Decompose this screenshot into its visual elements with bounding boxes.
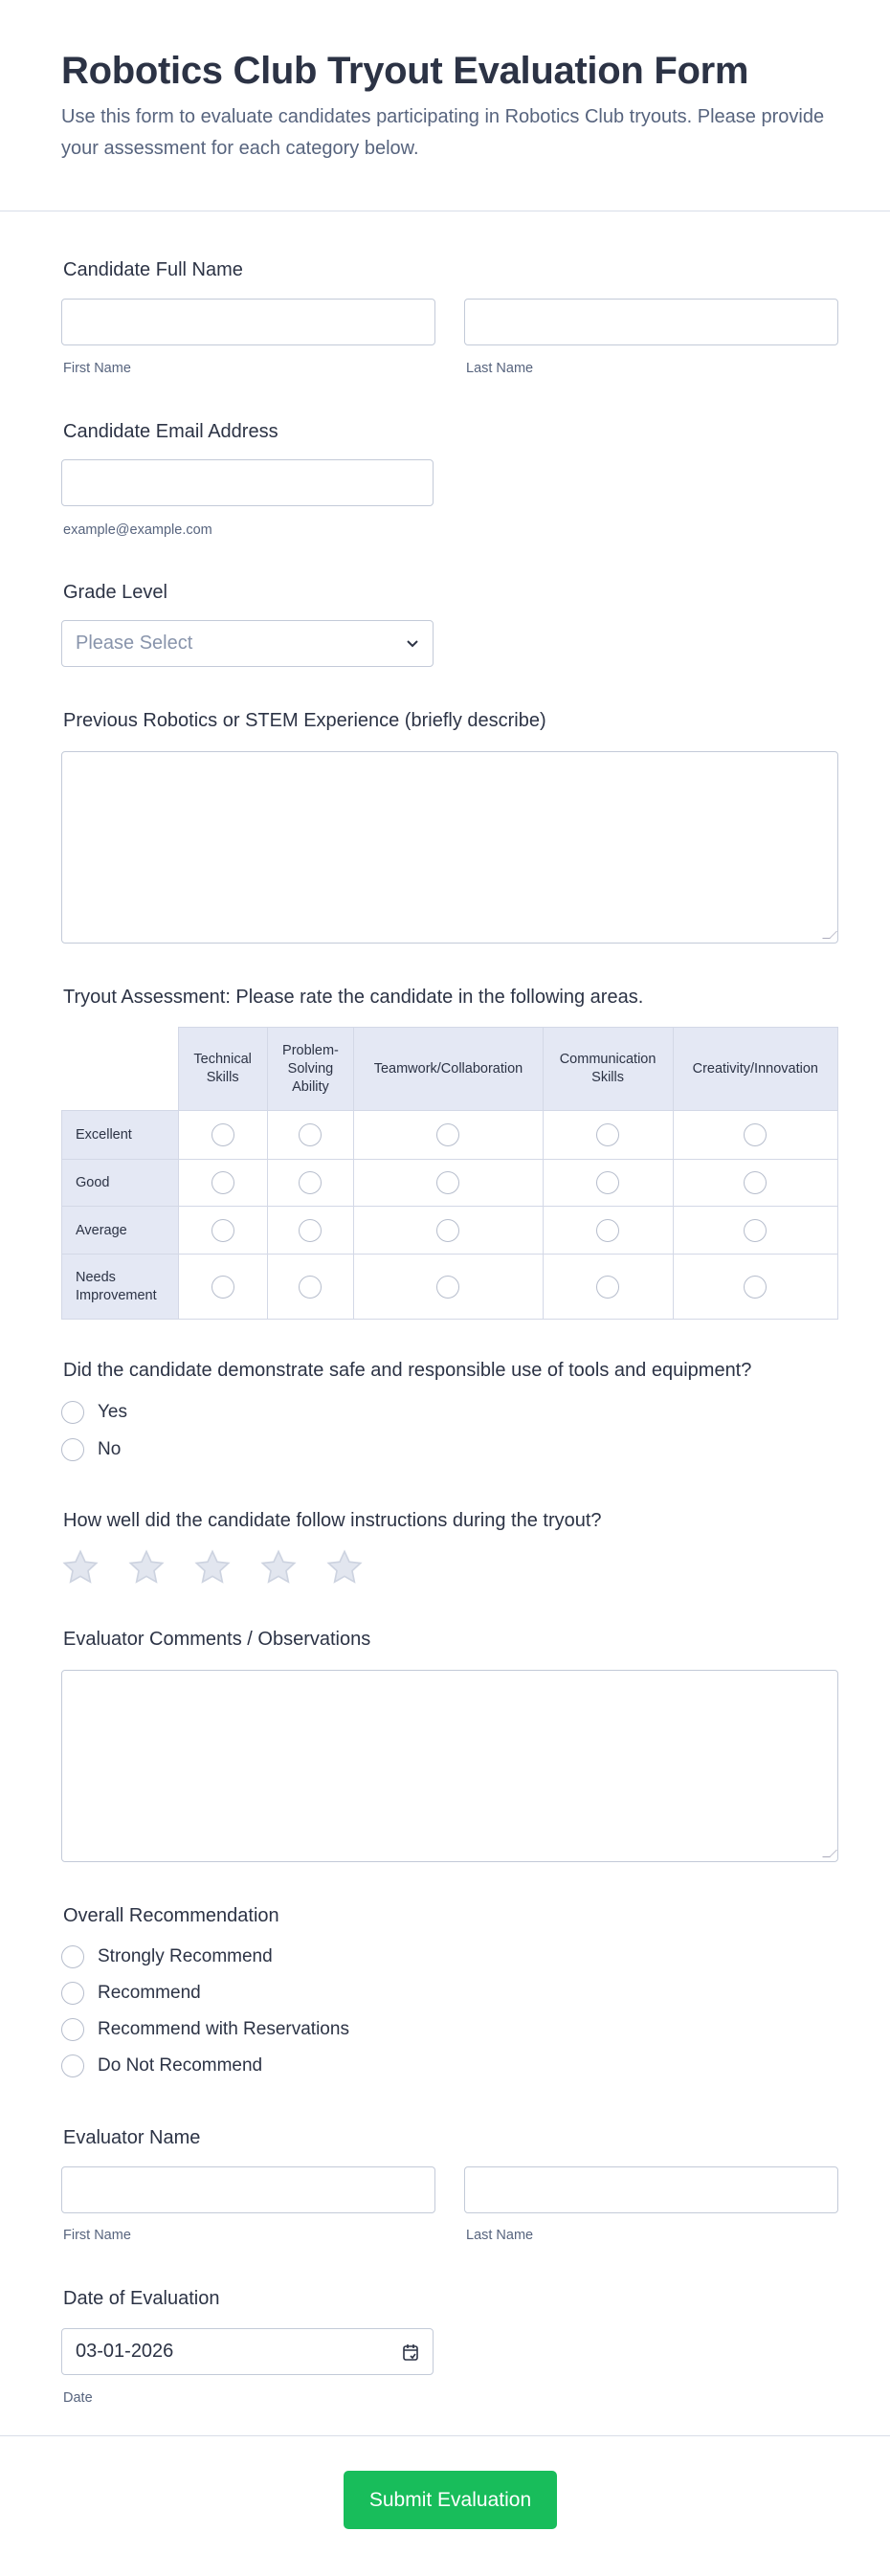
option-label: No: [98, 1439, 122, 1459]
radio-button[interactable]: [61, 2018, 84, 2041]
email-sublabel: example@example.com: [63, 522, 212, 538]
radio-button[interactable]: [61, 1945, 84, 1968]
page-description: Use this form to evaluate candidates participating in Robotics Club tryouts. Please provide your assessment for each category below.: [61, 106, 825, 159]
matrix-column-header: Creativity/Innovation: [673, 1028, 837, 1111]
safety-option-no[interactable]: [61, 1438, 121, 1461]
star-icon[interactable]: [127, 1548, 166, 1587]
safety-question-label: Did the candidate demonstrate safe and responsible use of tools and equipment?: [63, 1360, 752, 1381]
star-icon[interactable]: [193, 1548, 232, 1587]
matrix-radio[interactable]: [596, 1276, 619, 1299]
matrix-column-header: Technical Skills: [178, 1028, 267, 1111]
candidate-last-name-input[interactable]: [464, 299, 838, 345]
first-name-sublabel: First Name: [63, 2228, 131, 2243]
matrix-radio[interactable]: [744, 1171, 767, 1194]
divider: [0, 2435, 890, 2436]
matrix-radio[interactable]: [436, 1219, 459, 1242]
first-name-sublabel: First Name: [63, 361, 131, 376]
matrix-radio[interactable]: [211, 1123, 234, 1146]
date-value: 03-01-2026: [76, 2341, 174, 2362]
last-name-sublabel: Last Name: [466, 2228, 534, 2243]
resize-handle-icon[interactable]: [822, 1850, 837, 1857]
candidate-first-name-input[interactable]: [61, 299, 435, 345]
star-icon[interactable]: [61, 1548, 100, 1587]
assessment-matrix: [61, 1027, 838, 1323]
instructions-question-label: How well did the candidate follow instructions during the tryout?: [63, 1510, 602, 1531]
submit-button[interactable]: Submit Evaluation: [344, 2471, 557, 2529]
matrix-column-header: Teamwork/Collaboration: [354, 1028, 543, 1111]
evaluator-first-name-input[interactable]: [61, 2166, 435, 2213]
matrix-radio[interactable]: [596, 1123, 619, 1146]
matrix-radio[interactable]: [596, 1171, 619, 1194]
star-icon[interactable]: [325, 1548, 364, 1587]
radio-button[interactable]: [61, 1438, 84, 1461]
matrix-row-header: Needs Improvement: [62, 1255, 179, 1320]
matrix-radio[interactable]: [744, 1219, 767, 1242]
matrix-column-header: Problem-Solving Ability: [267, 1028, 354, 1111]
date-input[interactable]: [61, 2328, 434, 2375]
matrix-radio[interactable]: [299, 1171, 322, 1194]
matrix-row-header: Excellent: [62, 1111, 179, 1160]
evaluator-name-label: Evaluator Name: [63, 2127, 201, 2148]
matrix-radio[interactable]: [299, 1276, 322, 1299]
grade-level-label: Grade Level: [63, 582, 167, 603]
matrix-radio[interactable]: [436, 1171, 459, 1194]
option-label: Do Not Recommend: [98, 2055, 263, 2076]
experience-textarea[interactable]: [61, 751, 838, 944]
recommendation-option[interactable]: [61, 2018, 349, 2041]
grade-level-placeholder: Please Select: [76, 633, 193, 654]
matrix-row-header: Average: [62, 1207, 179, 1255]
matrix-row-header: Good: [62, 1160, 179, 1207]
option-label: Yes: [98, 1402, 127, 1422]
email-input[interactable]: [61, 459, 434, 506]
matrix-radio[interactable]: [299, 1123, 322, 1146]
matrix-label: Tryout Assessment: Please rate the candidate in the following areas.: [63, 987, 644, 1008]
matrix-radio[interactable]: [596, 1219, 619, 1242]
star-icon[interactable]: [259, 1548, 298, 1587]
recommendation-option[interactable]: [61, 2054, 262, 2077]
candidate-name-label: Candidate Full Name: [63, 259, 243, 280]
option-label: Strongly Recommend: [98, 1946, 273, 1966]
date-sublabel: Date: [63, 2390, 93, 2406]
matrix-column-header: Communication Skills: [543, 1028, 673, 1111]
matrix-radio[interactable]: [211, 1276, 234, 1299]
experience-label: Previous Robotics or STEM Experience (briefly describe): [63, 710, 546, 731]
resize-handle-icon[interactable]: [822, 931, 837, 939]
matrix-radio[interactable]: [436, 1123, 459, 1146]
matrix-radio[interactable]: [744, 1276, 767, 1299]
grade-level-select[interactable]: [61, 620, 434, 667]
email-label: Candidate Email Address: [63, 421, 278, 442]
date-label: Date of Evaluation: [63, 2288, 220, 2309]
option-label: Recommend: [98, 1983, 201, 2003]
last-name-sublabel: Last Name: [466, 361, 534, 376]
matrix-radio[interactable]: [299, 1219, 322, 1242]
radio-button[interactable]: [61, 2054, 84, 2077]
safety-option-yes[interactable]: [61, 1401, 127, 1424]
matrix-radio[interactable]: [211, 1219, 234, 1242]
recommendation-option[interactable]: [61, 1982, 201, 2005]
evaluator-last-name-input[interactable]: [464, 2166, 838, 2213]
matrix-radio[interactable]: [211, 1171, 234, 1194]
recommendation-label: Overall Recommendation: [63, 1905, 279, 1926]
calendar-icon[interactable]: [402, 2343, 419, 2362]
comments-textarea[interactable]: [61, 1670, 838, 1862]
radio-button[interactable]: [61, 1401, 84, 1424]
comments-label: Evaluator Comments / Observations: [63, 1629, 371, 1650]
matrix-radio[interactable]: [436, 1276, 459, 1299]
page-title: Robotics Club Tryout Evaluation Form: [61, 50, 749, 92]
recommendation-option[interactable]: [61, 1945, 273, 1968]
option-label: Recommend with Reservations: [98, 2019, 349, 2039]
radio-button[interactable]: [61, 1982, 84, 2005]
matrix-radio[interactable]: [744, 1123, 767, 1146]
chevron-down-icon: [406, 639, 419, 649]
